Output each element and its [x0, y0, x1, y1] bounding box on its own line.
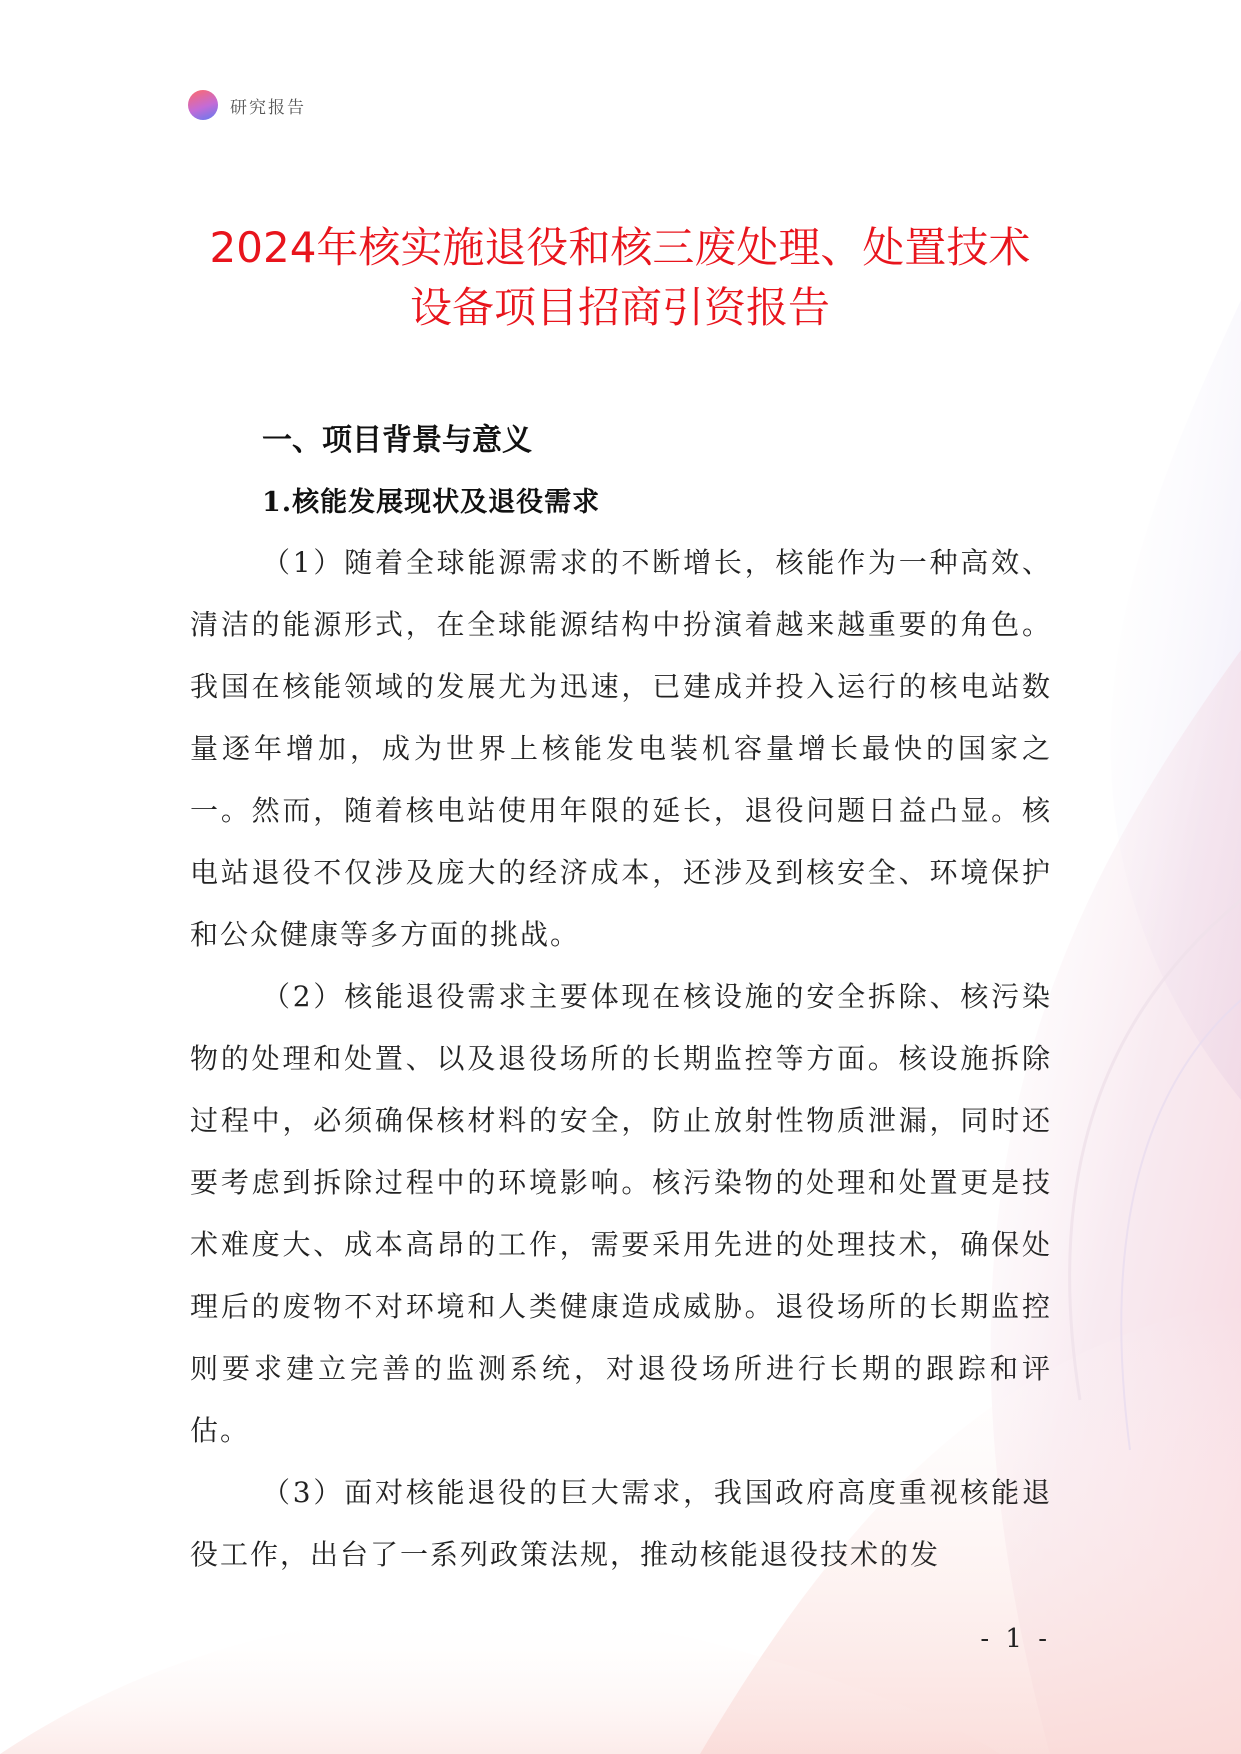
title-line-1: 2024年核实施退役和核三废处理、处置技术 — [209, 223, 1031, 272]
logo-circle-icon — [188, 90, 218, 120]
paragraph-1: （1）随着全球能源需求的不断增长，核能作为一种高效、清洁的能源形式，在全球能源结构中扮演着越来越重要的角色。我国在核能领域的发展尤为迅速，已建成并投入运行的核电站数量逐年增加，成为世界上核能发电装机容量增长最快的国家之一。然而，随着核电站使用年限的延长，退役问题日益凸显。核电站退役不仅涉及庞大的经济成本，还涉及到核安全、环境保护和公众健康等多方面的挑战。 — [190, 546, 1052, 951]
page-number: - 1 - — [980, 1624, 1051, 1654]
paragraph-2: （2）核能退役需求主要体现在核设施的安全拆除、核污染物的处理和处置、以及退役场所的长期监控等方面。核设施拆除过程中，必须确保核材料的安全，防止放射性物质泄漏，同时还要考虑到拆除过程中的环境影响。核污染物的处理和处置更是技术难度大、成本高昂的工作，需要采用先进的处理技术，确保处理后的废物不对环境和人类健康造成威胁。退役场所的长期监控则要求建立完善的监测系统，对退役场所进行长期的跟踪和评估。 — [190, 980, 1052, 1447]
document-body — [190, 412, 1052, 1586]
sub-heading: 1.核能发展现状及退役需求 — [262, 487, 601, 518]
header-label: 研究报告 — [230, 97, 306, 118]
report-header — [188, 88, 306, 122]
section-heading: 一、项目背景与意义 — [262, 423, 532, 458]
title-line-2: 设备项目招商引资报告 — [409, 283, 830, 332]
document-title — [140, 218, 1100, 338]
paragraph-3: （3）面对核能退役的巨大需求，我国政府高度重视核能退役工作，出台了一系列政策法规，推动核能退役技术的发 — [190, 1476, 1052, 1571]
